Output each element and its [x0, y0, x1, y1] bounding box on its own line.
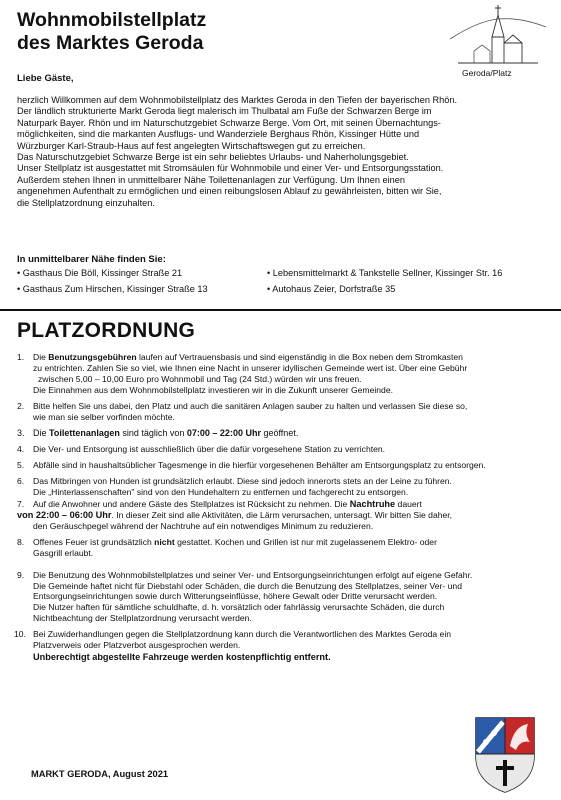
rule-number: 3. [17, 427, 25, 438]
rule-text: den Geräuschpegel während der Nachtruhe auf ein notwendiges Minimum zu reduzieren. [33, 520, 374, 531]
rule-item [17, 444, 550, 455]
rule-number: 5. [17, 460, 25, 470]
rule-bold: Benutzungsgebühren [48, 352, 137, 362]
rule-item [17, 352, 550, 396]
title-line-2: des Marktes Geroda [17, 32, 204, 54]
rule-text: Entsorgungseinrichtungen sowie durch Witterungseinflüsse, höhere Gewalt oder Dritte verursacht werden. [33, 591, 438, 602]
intro-line: Unser Stellplatz ist ausgestattet mit Stromsäulen für Wohnmobile und einer Ver- und Entsorgungsstation. [17, 163, 444, 174]
intro-line: Naturpark Bayer. Rhön und im Naturschutzgebiet Schwarze Berge. Vom Ort, mit seinen Übernachtungs- [17, 117, 441, 128]
rule-text: Auf die Anwohner und andere Gäste des Stellplatzes ist Rücksicht zu nehmen. Die [33, 498, 350, 509]
rule-text: Die Ver- und Entsorgung ist ausschließlich über die dafür vorgesehene Station zu verrichten. [33, 443, 386, 454]
footer-signature: MARKT GERODA, August 2021 [31, 769, 169, 779]
intro-line: angenehmen Aufenthalt zu ermöglichen und einen reibungslosen Ablauf zu gewährleisten, bitten wir Sie, [17, 186, 442, 197]
intro-line: Außerdem stehen Ihnen in unmittelbarer Nähe Toilettenanlagen zur Verfügung. Um Ihnen einen [17, 174, 405, 185]
rule-bold: nicht [154, 536, 175, 547]
rule-number: 8. [17, 536, 25, 547]
page-title [17, 9, 206, 55]
rule-text: Bei Zuwiderhandlungen gegen die Stellplatzordnung kann durch die Verantwortlichen des Marktes Geroda ein [33, 629, 452, 640]
rule-text: Offenes Feuer ist grundsätzlich [33, 536, 155, 547]
rule-text: Gasgrill erlaubt. [33, 547, 94, 558]
rule-item [17, 499, 550, 532]
rule-number: 2. [17, 400, 25, 411]
rule-item [17, 428, 550, 439]
rule-text: zu entrichten. Zahlen Sie so viel, wie Ihnen eine Nacht in unserer idyllischen Gemeinde wert ist. Über eine Gebühr [33, 362, 468, 373]
rule-number: 6. [17, 476, 25, 487]
rule-number: 10. [14, 629, 26, 640]
rule-number: 9. [17, 569, 25, 580]
rule-text: Bitte helfen Sie uns dabei, den Platz und auch die sanitären Anlagen sauber zu halten und verlassen Sie diese so, [33, 400, 468, 411]
intro-line: Der ländlich strukturierte Markt Geroda liegt malerisch im Thulbatal am Fuße der Schwarzen Berge im [17, 106, 432, 117]
rule-item [14, 629, 550, 663]
intro-line: Würzburger Karl-Straub-Haus auf fest angelegten Wirtschaftswegen gut zu erreichen. [17, 140, 366, 151]
section-divider [0, 309, 561, 311]
nearby-item: • Autohaus Zeier, Dorfstraße 35 [267, 284, 396, 294]
rule-text: Die Nutzer haften für sämtliche schuldhafte, d. h. vorsätzlich oder fahrlässig verursachte Schäden, die durch [33, 602, 445, 613]
rule-text: Die Gemeinde haftet nicht für Diebstahl oder Schäden, die durch die Benutzung des Stellplatzes, seiner Ver- und [33, 580, 462, 591]
rule-item [17, 460, 550, 471]
rule-text: Nichtbeachtung der Stellplatzordnung verursacht werden. [33, 613, 252, 624]
nearby-heading: In unmittelbarer Nähe finden Sie: [17, 254, 166, 265]
rule-bold: von 22:00 – 06:00 Uhr [17, 509, 112, 520]
rule-bold: Nachtruhe [349, 498, 396, 509]
rule-text: Die „Hinterlassenschaften" sind von den Hundehaltern zu entfernen und fachgerecht zu entsorgen. [33, 487, 409, 497]
rule-number: 7. [17, 498, 25, 509]
rule-text: Die Einnahmen aus dem Wohnmobilstellplatz investieren wir in die Zukunft unserer Gemeinde. [33, 384, 394, 395]
rule-text: gestattet. Kochen und Grillen ist nur mit zugelassenem Elektro- oder [174, 536, 437, 547]
greeting: Liebe Gäste, [17, 73, 74, 84]
rule-text: Abfälle sind in haushaltsüblicher Tagesmenge in die hierfür vorgesehenen Behälter am Entsorgungsplatz zu entsorgen. [33, 460, 486, 470]
platzordnung-title: PLATZORDNUNG [17, 319, 196, 342]
rule-text: geöffnet. [260, 427, 299, 438]
intro-text [17, 95, 547, 209]
rule-number: 4. [17, 443, 25, 454]
rule-item [17, 401, 550, 423]
rule-text: Die Benutzung des Wohnmobilstellplatzes und seiner Ver- und Entsorgungseinrichtungen erfolgt auf eigene Gefahr. [33, 569, 473, 580]
nearby-item: • Lebensmittelmarkt & Tankstelle Sellner, Kissinger Str. 16 [267, 268, 503, 278]
coat-of-arms-icon [474, 716, 536, 794]
nearby-item: • Gasthaus Die Böll, Kissinger Straße 21 [17, 268, 183, 278]
rule-bold-warning: Unberechtigt abgestellte Fahrzeuge werden kostenpflichtig entfernt. [33, 652, 331, 663]
intro-line: die Stellplatzordnung einzuhalten. [17, 197, 155, 208]
rule-text: . In dieser Zeit sind alle Aktivitäten, die Lärm verursachen, untersagt. Wir bitten Sie daher, [111, 509, 453, 520]
rule-item [17, 537, 550, 559]
rule-text: zwischen 5,00 – 10,00 Euro pro Wohnmobil und Tag (24 Std.) würden wir uns freuen. [38, 373, 362, 384]
rule-bold: Toilettenanlagen [49, 427, 120, 438]
title-line-1: Wohnmobilstellplatz [17, 9, 207, 31]
rule-item [17, 570, 550, 625]
rule-bold: 07:00 – 22:00 Uhr [186, 427, 261, 438]
rule-text: Das Mitbringen von Hunden ist grundsätzlich erlaubt. Diese sind jedoch innerorts stets an der Leine zu führen. [33, 476, 452, 487]
rule-text: sind täglich von [119, 427, 187, 438]
rule-text: dauert [395, 498, 422, 509]
rule-text: Platzverweis oder Platzverbot ausgesprochen werden. [33, 640, 241, 651]
rules-list [14, 352, 550, 668]
nearby-item: • Gasthaus Zum Hirschen, Kissinger Straße 13 [17, 284, 208, 294]
logo-caption: Geroda/Platz [462, 68, 512, 78]
rule-text: laufen auf Vertrauensbasis und sind eigenständig in die Box neben dem Stromkasten [136, 352, 463, 362]
intro-line: möglichkeiten, sind die markanten Ausflugs- und Wanderziele Berghaus Rhön, Kissinger Hütte und [17, 129, 420, 140]
intro-line: Das Naturschutzgebiet Schwarze Berge ist ein sehr beliebtes Urlaubs- und Naherholungsgebiet. [17, 152, 409, 163]
intro-line: herzlich Willkommen auf dem Wohnmobilstellplatz des Marktes Geroda in den Tiefen der bayerischen Rhön. [17, 95, 458, 105]
rule-text: Die [33, 352, 49, 362]
rule-item [17, 476, 550, 498]
rule-number: 1. [17, 352, 25, 362]
rule-text: wie man sie selber vorfinden möchte. [33, 411, 175, 422]
rule-text: Die [33, 427, 50, 438]
